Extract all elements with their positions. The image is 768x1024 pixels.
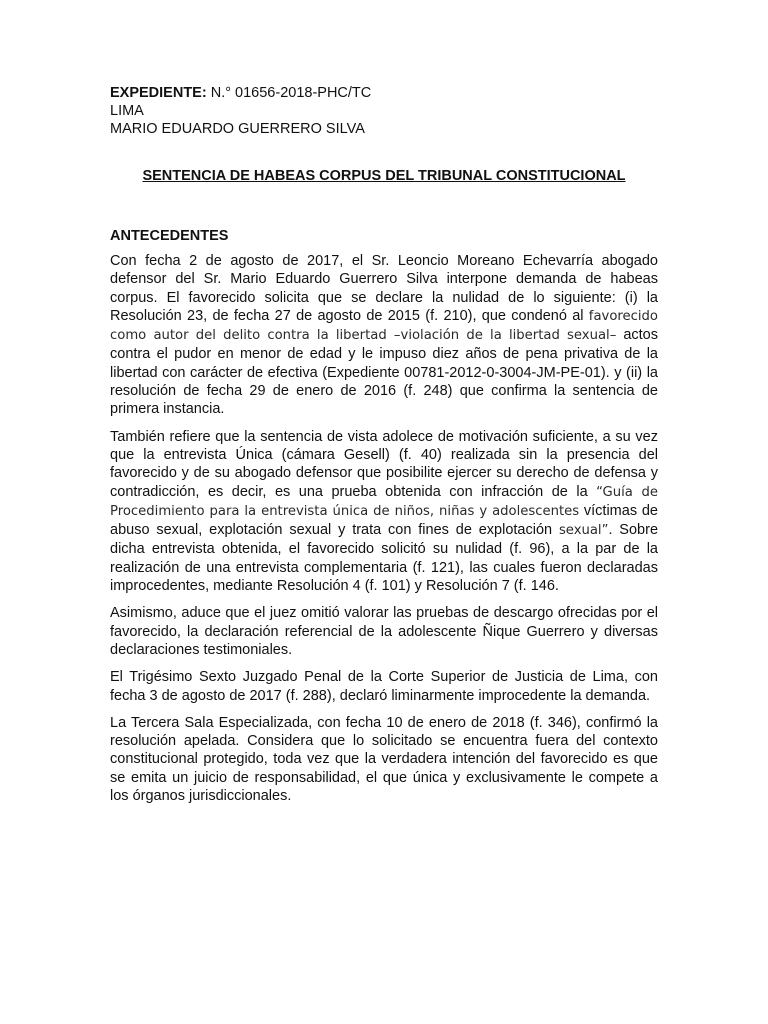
paragraph-1-part-a: Con fecha 2 de agosto de 2017, el Sr. Leoncio Moreano Echevarría abogado defensor del Sr. Mario Eduardo Guerrero Silva interpone demanda de habeas corpus. El favorecido solicita que se declare la nulidad de lo siguiente: (i) la Resolución 23, de fecha 27 de agosto de 2015 (f. 210), que condenó al (110, 253, 658, 324)
section-heading-antecedentes: ANTECEDENTES (110, 228, 229, 244)
document-title: SENTENCIA DE HABEAS CORPUS DEL TRIBUNAL CONSTITUCIONAL (142, 168, 626, 184)
expediente-label: EXPEDIENTE: (110, 85, 207, 101)
paragraph-5: La Tercera Sala Especializada, con fecha 10 de enero de 2018 (f. 346), confirmó la resolución apelada. Considera que lo solicitado se encuentra fuera del contexto constitucional protegido, toda vez que la verdadera intención del favorecido es que se emita un juicio de responsabilidad, el que única y exclusivamente le compete a los órganos jurisdiccionales. (110, 714, 658, 805)
paragraph-2-part-e: . Sobre dicha entrevista obtenida, el favorecido solicitó su nulidad (f. 96), a la par de la realización de una entrevista complementaria (f. 121), las cuales fueron declaradas improcedentes, mediante Resolución 4 (f. 101) y Resolución 7 (f. 146. (110, 522, 659, 595)
document-page (110, 84, 658, 805)
paragraph-1 (110, 252, 658, 419)
city-line: LIMA (110, 103, 144, 119)
paragraph-1-part-b: favorecido como autor del delito contra la libertad –violación de la libertad sexual– (110, 308, 658, 344)
expediente-line (110, 84, 658, 102)
paragraph-4: El Trigésimo Sexto Juzgado Penal de la Corte Superior de Justicia de Lima, con fecha 3 de agosto de 2017 (f. 288), declaró liminarmente improcedente la demanda. (110, 669, 658, 704)
paragraph-2-part-d: sexual” (558, 523, 609, 539)
paragraph-1-part-c: actos contra el pudor en menor de edad y le impuso diez años de pena privativa de la libertad con carácter de efectiva (Expediente 00781-2012-0-3004-JM-PE-01). y (ii) la resolución de fecha 29 de enero de 2016 (f. 248) que confirma la sentencia de primera instancia. (110, 327, 658, 418)
paragraph-2-part-a: También refiere que la sentencia de vista adolece de motivación suficiente, a su vez que la entrevista Única (cámara Gesell) (f. 40) realizada sin la presencia del favorecido y de su abogado defensor que posibilite ejercer su derecho de defensa y contradicción, es decir, es una prueba obtenida con infracción de la (110, 428, 658, 500)
paragraph-3: Asimismo, aduce que el juez omitió valorar las pruebas de descargo ofrecidas por el favorecido, la declaración referencial de la adolescente Ñique Guerrero y diversas declaraciones testimoniales. (110, 605, 658, 658)
paragraph-2-part-c: víctimas de abuso sexual, explotación sexual y trata con fines de explotación (110, 502, 658, 539)
paragraph-2-part-b: “Guía de Procedimiento para la entrevista única de niños, niñas y adolescentes (110, 484, 658, 519)
party-line: MARIO EDUARDO GUERRERO SILVA (110, 121, 365, 137)
expediente-value: N.° 01656-2018-PHC/TC (206, 85, 372, 101)
paragraph-2 (110, 428, 658, 596)
